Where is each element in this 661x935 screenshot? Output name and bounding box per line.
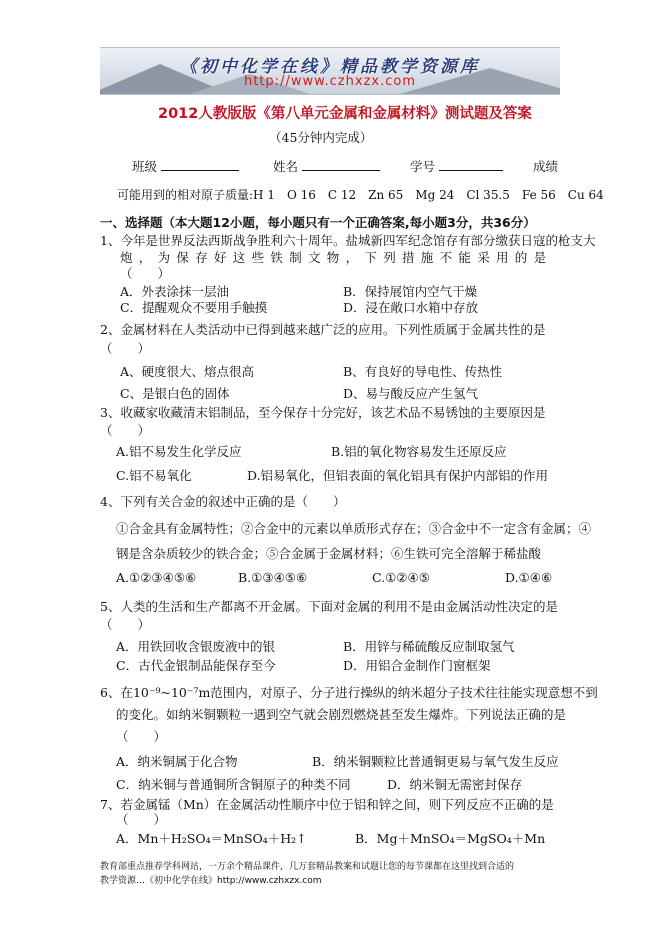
banner-url[interactable]: http://www.czhxzx.com: [244, 74, 416, 89]
id-field[interactable]: [439, 160, 503, 171]
question-stem: ①合金具有金属特性；②合金中的元素以单质形式存在；③合金中不一定含有金属；④: [116, 521, 592, 536]
question-stem: 5、人类的生活和生产都离不开金属。下面对金属的利用不是由金属活动性决定的是: [100, 599, 558, 614]
option-b: B．Mg＋MnSO₄＝MgSO₄＋Mn: [355, 831, 546, 846]
option-a: A.①②③④⑤⑥: [116, 570, 197, 585]
option-d: D.①④⑥: [505, 570, 553, 585]
question-stem: 钢是含杂质较少的铁合金；⑤合金属于金属材料；⑥生铁可完全溶解于稀盐酸: [116, 546, 542, 561]
answer-blank: （ ）: [100, 617, 151, 632]
duration-note: （45分钟内完成）: [269, 130, 373, 145]
option-a: A．外表涂抹一层油: [120, 284, 230, 299]
atomic-masses: 可能用到的相对原子质量:H 1 O 16 C 12 Zn 65 Mg 24 Cl 35.5 Fe 56 Cu 64: [117, 188, 604, 202]
option-b: B．保持展馆内空气干燥: [343, 284, 478, 299]
id-label: 学号: [410, 159, 436, 174]
question-stem: 7、若金属锰（Mn）在金属活动性顺序中位于铝和锌之间，则下列反应不正确的是: [100, 797, 554, 812]
answer-blank: （ ）: [116, 729, 167, 744]
question-stem: 的变化。如纳米铜颗粒一遇到空气就会剧烈燃烧甚至发生爆炸。下列说法正确的是: [116, 707, 567, 722]
footer-line: 教学资源…《初中化学在线》http://www.czhxzx.com: [100, 876, 322, 886]
option-d: D、易与酸反应产生氢气: [343, 386, 479, 401]
option-c: C．纳米铜与普通铜所含铜原子的种类不同: [116, 777, 351, 792]
option-d: D.铝易氧化，但铝表面的氧化铝具有保护内部铝的作用: [247, 468, 549, 483]
question-stem: 炮，为保存好这些铁制文物，下列措施不能采用的是: [120, 250, 553, 265]
banner-title: 《初中化学在线》精品教学资源库: [180, 57, 480, 77]
name-label: 姓名: [273, 159, 299, 174]
option-d: D．纳米铜无需密封保存: [387, 777, 523, 792]
option-c: C．提醒观众不要用手触摸: [120, 300, 268, 315]
question-stem: 4、下列有关合金的叙述中正确的是（ ）: [100, 494, 346, 509]
option-c: C．古代金银制品能保存至今: [116, 658, 276, 673]
option-b: B.①③④⑤⑥: [238, 570, 308, 585]
score-label: 成绩: [533, 159, 559, 174]
footer-line: 教育部重点推荐学科网站，一万余个精品课件，几万套精品教案和试题让您的每节课都在这里找到合适的: [100, 862, 515, 872]
option-b: B、有良好的导电性、传热性: [343, 364, 503, 379]
option-b: B.铝的氧化物容易发生还原反应: [331, 444, 507, 459]
name-field[interactable]: [302, 160, 380, 171]
student-info-row: [132, 157, 558, 175]
page-title: 2012人教版版《第八单元金属和金属材料》测试题及答案: [158, 106, 532, 122]
answer-blank: （ ）: [116, 812, 167, 827]
header-banner: [100, 47, 560, 95]
answer-blank: （ ）: [100, 341, 151, 356]
answer-blank: （ ）: [100, 423, 151, 438]
option-b: B．纳米铜颗粒比普通铜更易与氧气发生反应: [312, 754, 559, 769]
question-stem: 2、金属材料在人类活动中已得到越来越广泛的应用。下列性质属于金属共性的是: [100, 322, 546, 337]
option-a: A．纳米铜属于化合物: [116, 754, 238, 769]
option-a: A．Mn＋H₂SO₄＝MnSO₄＋H₂↑: [116, 831, 307, 846]
option-c: C.铝不易氧化: [116, 468, 192, 483]
option-c: C、是银白色的固体: [120, 386, 230, 401]
option-a: A.铝不易发生化学反应: [116, 444, 242, 459]
question-stem: 3、收藏家收藏清末铝制品，至今保存十分完好，该艺术品不易锈蚀的主要原因是: [100, 405, 546, 420]
class-label: 班级: [132, 159, 158, 174]
question-stem: 6、在10⁻⁹~10⁻⁷m范围内，对原子、分子进行操纵的纳米超分子技术往往能实现意想不到: [100, 685, 598, 700]
class-field[interactable]: [161, 160, 239, 171]
option-b: B．用锌与稀硫酸反应制取氢气: [343, 639, 515, 654]
option-c: C.①②④⑤: [372, 570, 430, 585]
section-heading: 一、选择题（本大题12小题，每小题只有一个正确答案,每小题3分，共36分）: [100, 215, 536, 230]
option-d: D．用铝合金制作门窗框架: [343, 658, 491, 673]
answer-blank: （ ）: [120, 266, 171, 281]
question-stem: 1、今年是世界反法西斯战争胜利六十周年。盐城新四军纪念馆存有部分缴获日寇的枪支大: [100, 233, 596, 248]
option-a: A．用铁回收含银废液中的银: [116, 639, 276, 654]
option-a: A、硬度很大、熔点很高: [120, 364, 255, 379]
option-d: D．浸在敞口水箱中存放: [343, 300, 479, 315]
